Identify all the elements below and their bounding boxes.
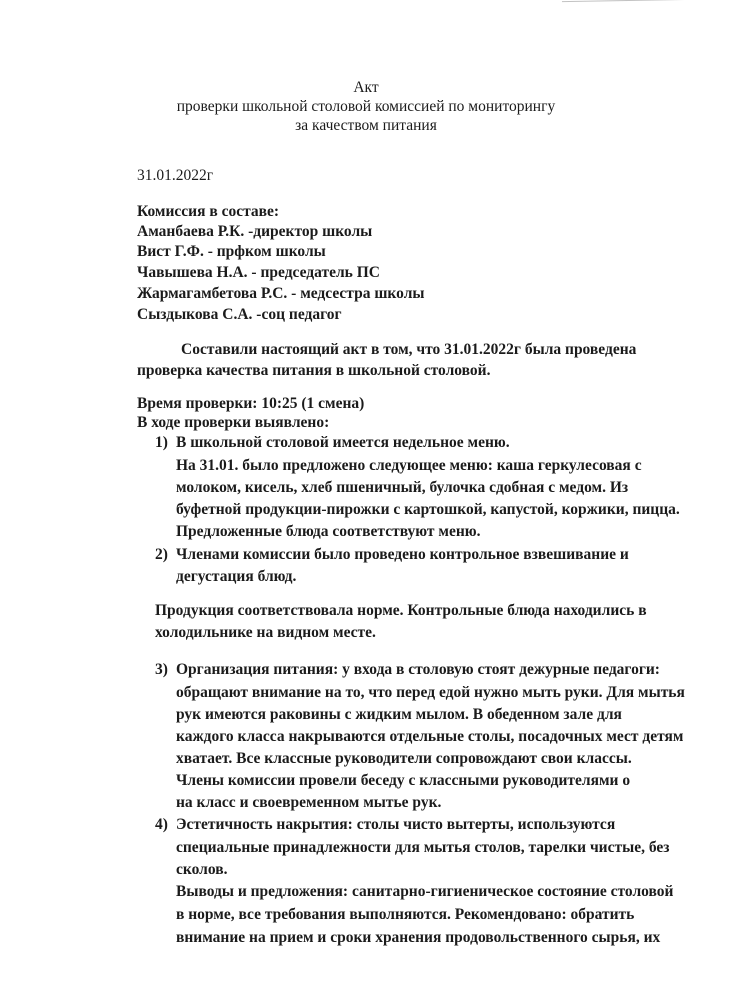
check-time: Время проверки: 10:25 (1 смена) [137, 395, 365, 412]
intro-line-1: Составили настоящий акт в том, что 31.01.2022г была проведена [181, 341, 637, 358]
item-4-line: специальные принадлежности для мытья столов, тарелки чистые, без [176, 839, 670, 856]
document-subtitle-line-2: за качеством питания [295, 117, 437, 134]
commission-member: Сыздыкова С.А. -соц педагог [137, 306, 342, 323]
item-3-line: хватает. Все классные руководители сопровождают свои классы. [176, 750, 632, 767]
document-title: Акт [353, 79, 379, 96]
item-number: 4) [155, 816, 168, 833]
item-number: 2) [155, 546, 168, 563]
intro-line-2: проверка качества питания в школьной столовой. [137, 362, 491, 379]
item-3-line: Организация питания: у входа в столовую стоят дежурные педагоги: [176, 661, 660, 678]
commission-member: Аманбаева Р.К. -директор школы [137, 223, 373, 240]
commission-heading: Комиссия в составе: [137, 203, 280, 220]
item-number: 1) [155, 434, 168, 451]
item-4-line: сколов. [176, 861, 228, 878]
item-number: 3) [155, 661, 168, 678]
conclusions-line: внимание на прием и сроки хранения продовольственного сырья, их [176, 929, 661, 946]
commission-member: Чавышева Н.А. - председатель ПС [137, 264, 380, 281]
item-3-line: Члены комиссии провели беседу с классными руководителями о [176, 772, 631, 789]
item-3-line: каждого класса накрываются отдельные столы, посадочных мест детям [176, 728, 684, 745]
document-subtitle-line-1: проверки школьной столовой комиссией по мониторингу [176, 98, 556, 115]
item-2-line: дегустация блюд. [176, 568, 297, 585]
commission-member: Жармагамбетова Р.С. - медсестра школы [137, 285, 425, 302]
check-findings-heading: В ходе проверки выявлено: [137, 414, 330, 431]
product-line: Продукция соответствовала норме. Контрольные блюда находились в [155, 602, 647, 619]
conclusions-line: в норме, все требования выполняются. Рекомендовано: обратить [176, 906, 635, 923]
item-2-line: Членами комиссии было проведено контрольное взвешивание и [176, 546, 629, 563]
product-line: холодильнике на видном месте. [155, 624, 376, 641]
item-1-line: буфетной продукции-пирожки с картошкой, капустой, коржики, пицца. [176, 501, 680, 518]
item-1-line: Предложенные блюда соответствуют меню. [176, 523, 481, 540]
item-4-line: Эстетичность накрытия: столы чисто вытерты, используются [176, 816, 616, 833]
document-date: 31.01.2022г [137, 167, 214, 184]
item-3-line: рук имеются раковины с жидким мылом. В обеденном зале для [176, 706, 622, 723]
item-1-line: В школьной столовой имеется недельное меню. [176, 434, 510, 451]
item-1-line: молоком, кисель, хлеб пшеничный, булочка сдобная с медом. Из [176, 479, 629, 496]
conclusions-line: Выводы и предложения: санитарно-гигиеническое состояние столовой [176, 883, 674, 900]
item-1-line: На 31.01. было предложено следующее меню: каша геркулесовая с [176, 457, 642, 474]
scan-edge-mark [562, 0, 692, 8]
item-3-line: обращают внимание на то, что перед едой нужно мыть руки. Для мытья [176, 684, 685, 701]
commission-member: Вист Г.Ф. - прфком школы [137, 243, 326, 260]
item-3-line: на класс и своевременном мытье рук. [176, 794, 442, 811]
